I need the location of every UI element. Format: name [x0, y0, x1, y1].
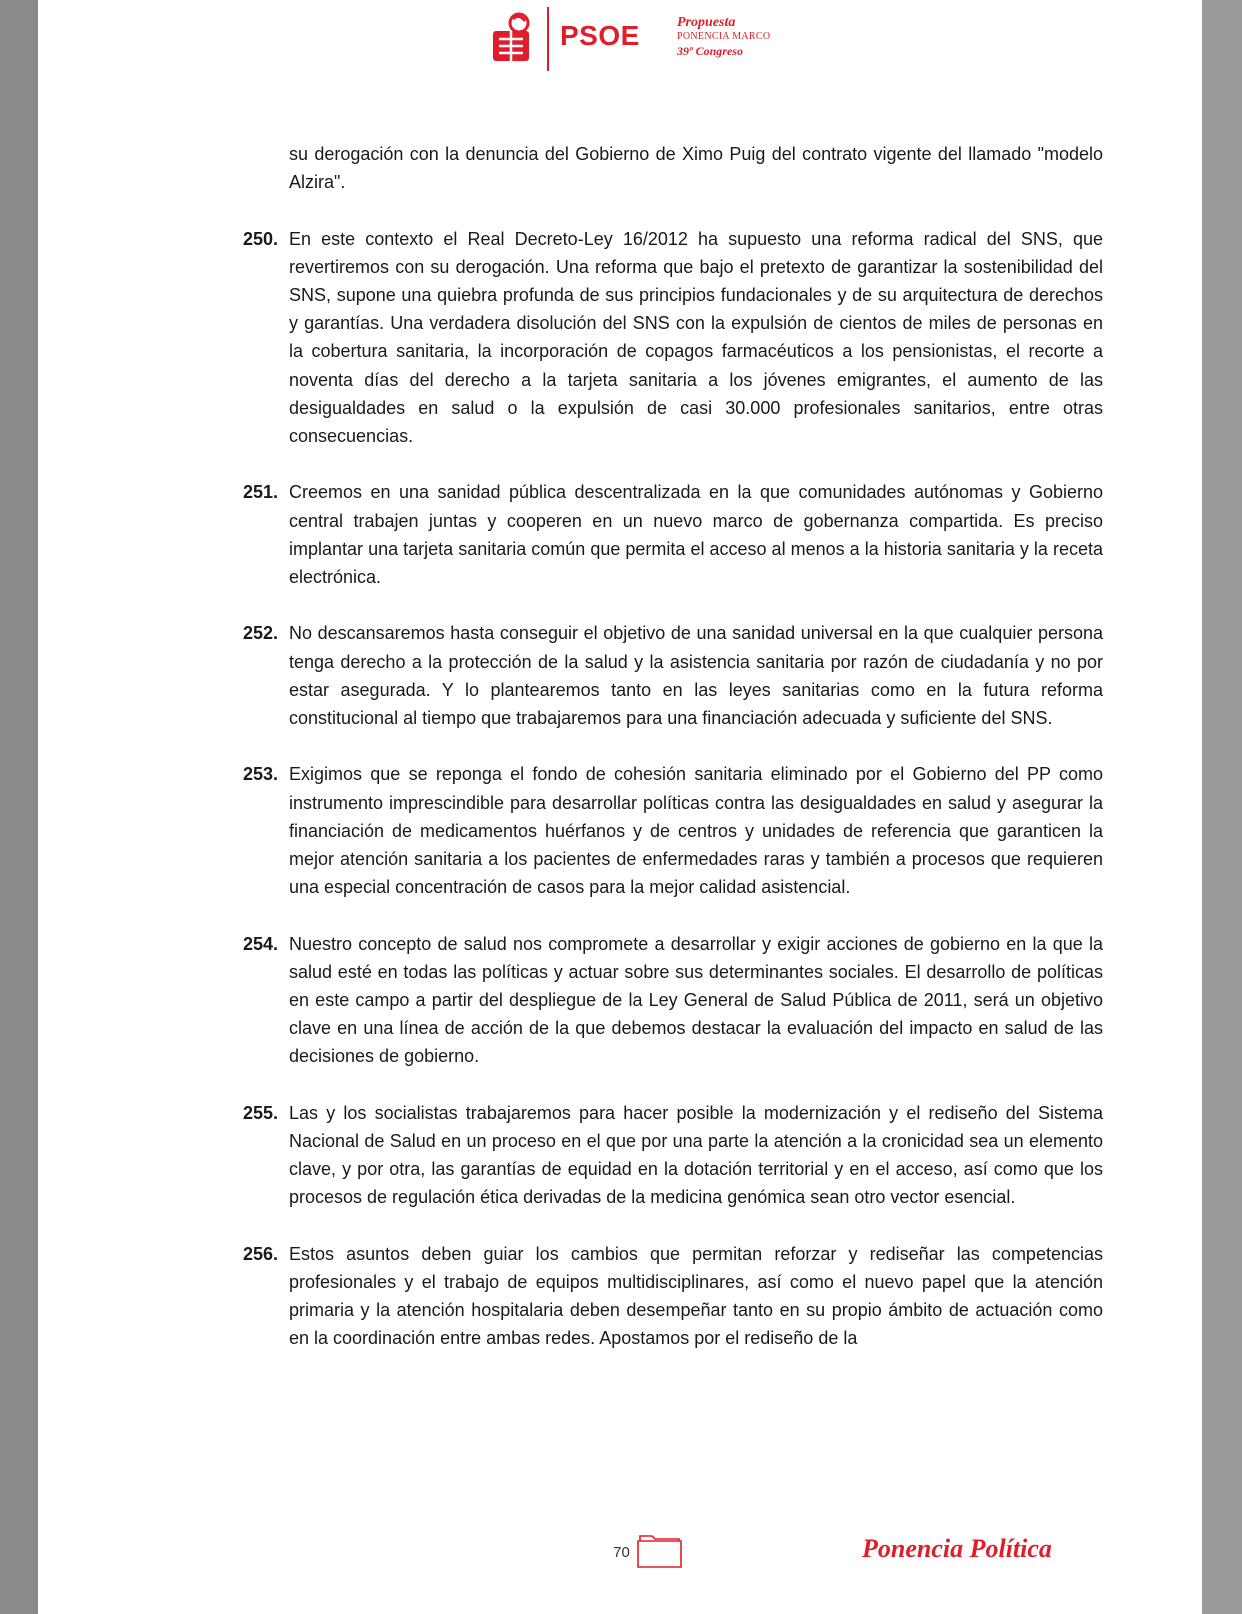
document-body: [198, 140, 1103, 1381]
paragraph-number: 253.: [243, 764, 279, 785]
psoe-rose-logo-icon: [489, 9, 539, 63]
paragraph-text: Creemos en una sanidad pública descentralizada en la que comunidades autónomas y Gobierno central trabajen juntas y cooperen en un nuevo marco de gobernanza compartida. Es preciso implantar una tarjeta sanitaria común que permita el acceso al menos a la historia sanitaria y la receta electrónica.: [289, 482, 1103, 588]
page-header: [489, 2, 829, 72]
paragraph-number: 256.: [243, 1243, 279, 1264]
paragraph-255: [198, 1099, 1103, 1212]
paragraph-number: 254.: [243, 933, 279, 954]
paragraph-256: [198, 1240, 1103, 1353]
paragraph-text: Nuestro concepto de salud nos compromete a desarrollar y exigir acciones de gobierno en la que la salud esté en todas las políticas y actuar sobre sus determinantes sociales. El desarrollo de políticas en este campo a partir del despliegue de la Ley General de Salud Pública de 2011, será un objetivo clave en una línea de acción de la que debemos destacar la evaluación del impacto en salud de las decisiones de gobierno.: [289, 933, 1103, 1067]
document-page: [38, 0, 1202, 1614]
paragraph-number: 252.: [243, 623, 279, 644]
viewer-scroll-gutter: [1202, 0, 1242, 1614]
paragraph-252: [198, 619, 1103, 732]
paragraph-text: Exigimos que se reponga el fondo de cohesión sanitaria eliminado por el Gobierno del PP como instrumento imprescindible para desarrollar políticas contra las desigualdades en salud y asegurar la financiación de medicamentos huérfanos y de centros y unidades de referencia que garanticen la mejor atención sanitaria a los pacientes de enfermedades raras y también a procesos que requieren una especial concentración de casos para la mejor calidad asistencial.: [289, 764, 1103, 898]
paragraph-254: [198, 930, 1103, 1071]
header-meta: [677, 16, 827, 58]
paragraph-text: Estos asuntos deben guiar los cambios que permitan reforzar y rediseñar las competencias profesionales y el trabajo de equipos multidisciplinares, así como el nuevo papel que la atención primaria y la atención hospitalaria deben desempeñar tanto en su propio ámbito de actuación como en la coordinación entre ambas redes. Apostamos por el rediseño de la: [289, 1243, 1103, 1349]
paragraph-text: No descansaremos hasta conseguir el objetivo de una sanidad universal en la que cualquier persona tenga derecho a la protección de la salud y la asistencia sanitaria por razón de ciudadanía y no por estar asegurada. Y lo plantearemos tanto en las leyes sanitarias como en la futura reforma constitucional al tiempo que trabajaremos para una financiación adecuada y suficiente del SNS.: [289, 623, 1103, 729]
psoe-logo-text: PSOE: [560, 20, 640, 51]
paragraph-number: 250.: [243, 228, 279, 249]
paragraph-text: Las y los socialistas trabajaremos para hacer posible la modernización y el rediseño del Sistema Nacional de Salud en un proceso en el que por una parte la atención a la cronicidad sea un elemento clave, y por otra, las garantías de equidad en la dotación territorial y en el acceso, así como que los procesos de regulación ética derivadas de la medicina genómica sean otro vector esencial.: [289, 1102, 1103, 1208]
header-meta-ponencia: PONENCIA MARCO: [677, 31, 771, 42]
paragraph-250: [198, 225, 1103, 451]
header-meta-propuesta: Propuesta: [677, 15, 736, 30]
footer-title: Ponencia Política: [862, 1534, 1052, 1563]
paragraph-251: [198, 478, 1103, 591]
paragraph-number: 251.: [243, 482, 279, 503]
page-number: 70: [613, 1544, 630, 1561]
paragraph-text: En este contexto el Real Decreto-Ley 16/2012 ha supuesto una reforma radical del SNS, que revertiremos con su derogación. Una reforma que bajo el pretexto de garantizar la sostenibilidad del SNS, supone una quiebra profunda de sus principios fundacionales y de su arquitectura de derechos y garantías. Una verdadera disolución del SNS con la expulsión de cientos de miles de personas en la cobertura sanitaria, la incorporación de copagos farmacéuticos a los pensionistas, el recorte a noventa días del derecho a la tarjeta sanitaria a los jóvenes emigrantes, el aumento de las desigualdades en salud o la expulsión de casi 30.000 profesionales sanitarios, entre otras consecuencias.: [289, 228, 1103, 447]
logo-divider: [547, 7, 549, 71]
header-meta-congreso: 39º Congreso: [677, 44, 743, 58]
paragraph-253: [198, 760, 1103, 901]
paragraph-number: 255.: [243, 1102, 279, 1123]
paragraph-continuation: su derogación con la denuncia del Gobierno de Ximo Puig del contrato vigente del llamado "modelo Alzira".: [289, 144, 1103, 193]
